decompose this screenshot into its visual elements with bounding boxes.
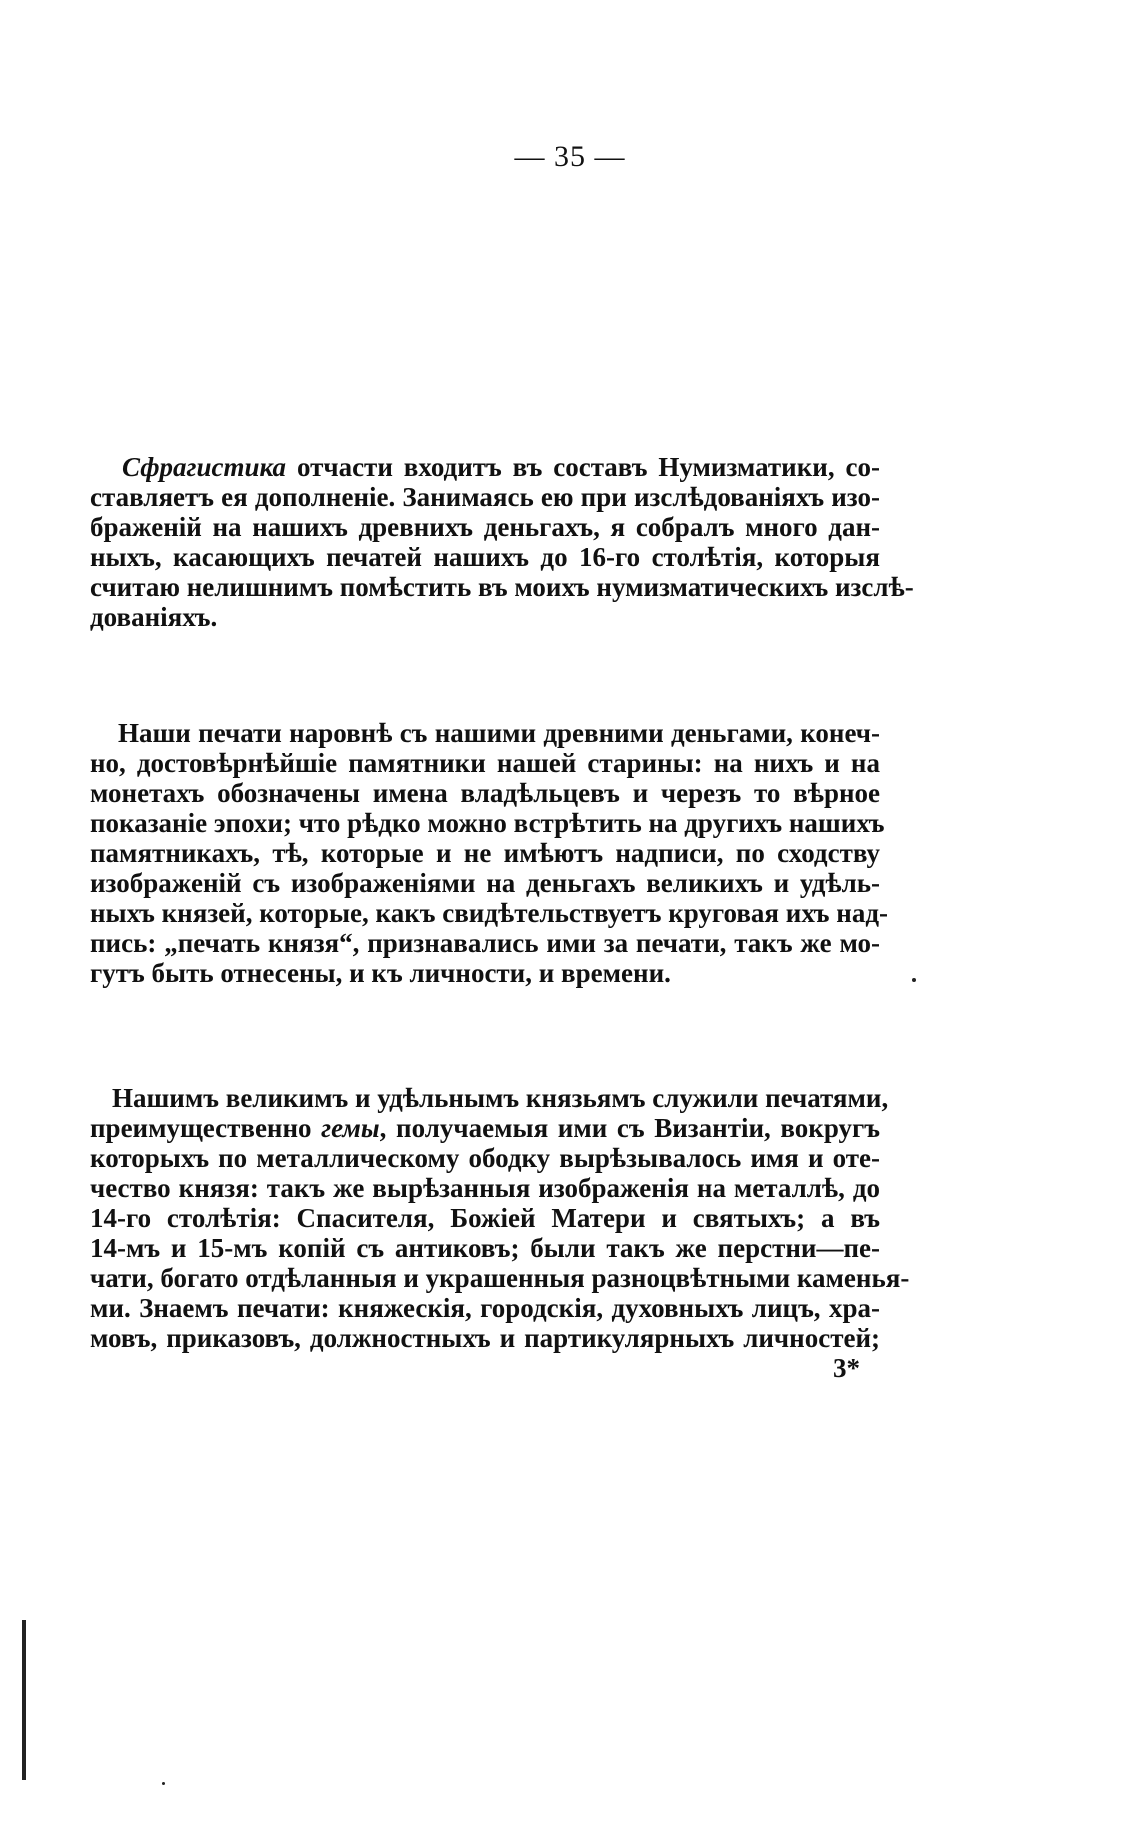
text-line: показаніе эпохи; что рѣдко можно встрѣтить на другихъ нашихъ [90,808,885,838]
text-line: изображеній съ изображеніями на деньгахъ великихъ и удѣль- [90,868,880,898]
text-line: чество князя: такъ же вырѣзанныя изображенія на металлѣ, до [90,1173,880,1203]
text-line: ныхъ, касающихъ печатей нашихъ до 16-го столѣтія, которыя [90,542,880,572]
line-text: преимущественно [90,1113,322,1143]
scan-speck [912,978,916,982]
text-line: ныхъ князей, которые, какъ свидѣтельствуетъ круговая ихъ над- [90,898,889,928]
paragraph-seals [90,718,889,988]
text-line: Нашимъ великимъ и удѣльнымъ князьямъ служили печатями, [112,1083,889,1113]
text-line: 14-го столѣтія: Спасителя, Божіей Матери и святыхъ; а въ [90,1203,880,1233]
italic-term: Сфрагистика [122,452,287,482]
text-line: памятникахъ, тѣ, которые и не имѣютъ надписи, по сходству [90,838,880,868]
signature-mark: 3* [833,1353,860,1383]
text-line: Наши печати наровнѣ съ нашими древними деньгами, конеч- [118,718,880,748]
italic-term: гемы [321,1113,380,1143]
text-line: ставляетъ ея дополненіе. Занимаясь ею при изслѣдованіяхъ изо- [90,482,880,512]
text-line [90,452,880,482]
text-line: пись: „печать князя“, признавались ими за печати, такъ же мо- [90,928,880,958]
text-line: которыхъ по металлическому ободку вырѣзывалось имя и оте- [90,1143,880,1173]
page-number: — 35 — [514,140,626,173]
paragraph-princes [90,1083,910,1383]
text-line: мовъ, приказовъ, должностныхъ и партикулярныхъ личностей; [90,1323,880,1353]
text-line [90,1113,880,1143]
text-line: дованіяхъ. [90,602,218,632]
text-line: чати, богато отдѣланныя и украшенныя разноцвѣтными каменья- [90,1263,910,1293]
line-text: , получаемыя ими съ Византіи, вокругъ [379,1113,880,1143]
text-line: монетахъ обозначены имена владѣльцевъ и черезъ то вѣрное [90,778,880,808]
text-line: браженій на нашихъ древнихъ деньгахъ, я собралъ много дан- [90,512,880,542]
paragraph-sfragistika [90,452,914,632]
scan-edge-mark [22,1620,26,1780]
text-line: ми. Знаемъ печати: княжескія, городскія, духовныхъ лицъ, хра- [90,1293,880,1323]
text-line: 14-мъ и 15-мъ копій съ антиковъ; были такъ же перстни—пе- [90,1233,880,1263]
text-line: но, достовѣрнѣйшіе памятники нашей старины: на нихъ и на [90,748,880,778]
scan-speck [162,1782,165,1785]
line-text: отчасти входитъ въ составъ Нумизматики, со- [286,452,880,482]
text-line: гутъ быть отнесены, и къ личности, и времени. [90,958,671,988]
text-line: считаю нелишнимъ помѣстить въ моихъ нумизматическихъ изслѣ- [90,572,914,602]
